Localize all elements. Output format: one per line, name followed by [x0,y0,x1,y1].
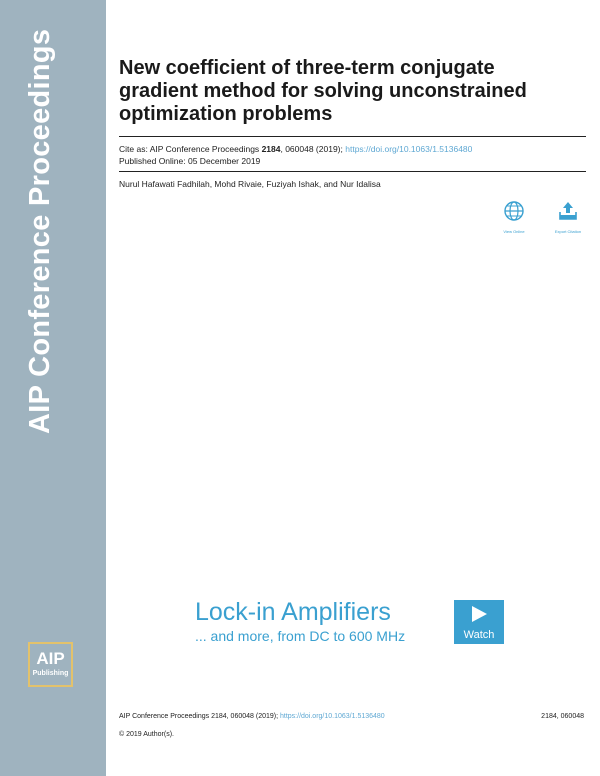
ad-headline: Lock-in Amplifiers [195,598,391,626]
footer-page-ref: 2184, 060048 [541,713,584,720]
cite-prefix: Cite as: AIP Conference Proceedings [119,144,260,154]
globe-icon [503,200,525,222]
footer-cite-text: AIP Conference Proceedings 2184, 060048 (2019); [119,713,279,720]
view-online-button[interactable] [489,200,539,234]
view-online-label: View Online [503,229,525,234]
watch-label: Watch [463,629,495,641]
copyright: © 2019 Author(s). [119,731,174,738]
export-icon [557,200,579,222]
cite-tail: , 060048 (2019); [280,144,343,154]
play-icon [469,605,489,623]
doi-link[interactable]: https://doi.org/10.1063/1.5136480 [345,144,473,154]
aip-publishing-logo[interactable] [28,642,73,687]
footer-doi-link[interactable]: https://doi.org/10.1063/1.5136480 [280,713,385,720]
author-list: Nurul Hafawati Fadhilah, Mohd Rivaie, Fuziyah Ishak, and Nur Idalisa [119,179,381,189]
published-date: Published Online: 05 December 2019 [119,156,261,166]
cite-volume: 2184 [261,144,281,154]
meta-divider [119,171,586,172]
article-title: New coefficient of three-term conjugate gradient method for solving unconstrained optimization problems [119,57,527,125]
export-citation-label: Export Citation [554,229,582,234]
sidebar [0,0,106,776]
watch-button[interactable] [454,600,504,644]
logo-bottom-text: Publishing [32,670,69,677]
title-divider [119,136,586,137]
ad-subline: ... and more, from DC to 600 MHz [195,628,406,644]
logo-top-text: AIP [36,649,65,668]
advertisement[interactable] [195,598,507,648]
journal-title: AIP Conference Proceedings [24,28,56,434]
citation-line [119,144,472,155]
footer-citation [119,713,385,720]
export-citation-button[interactable] [543,200,593,234]
